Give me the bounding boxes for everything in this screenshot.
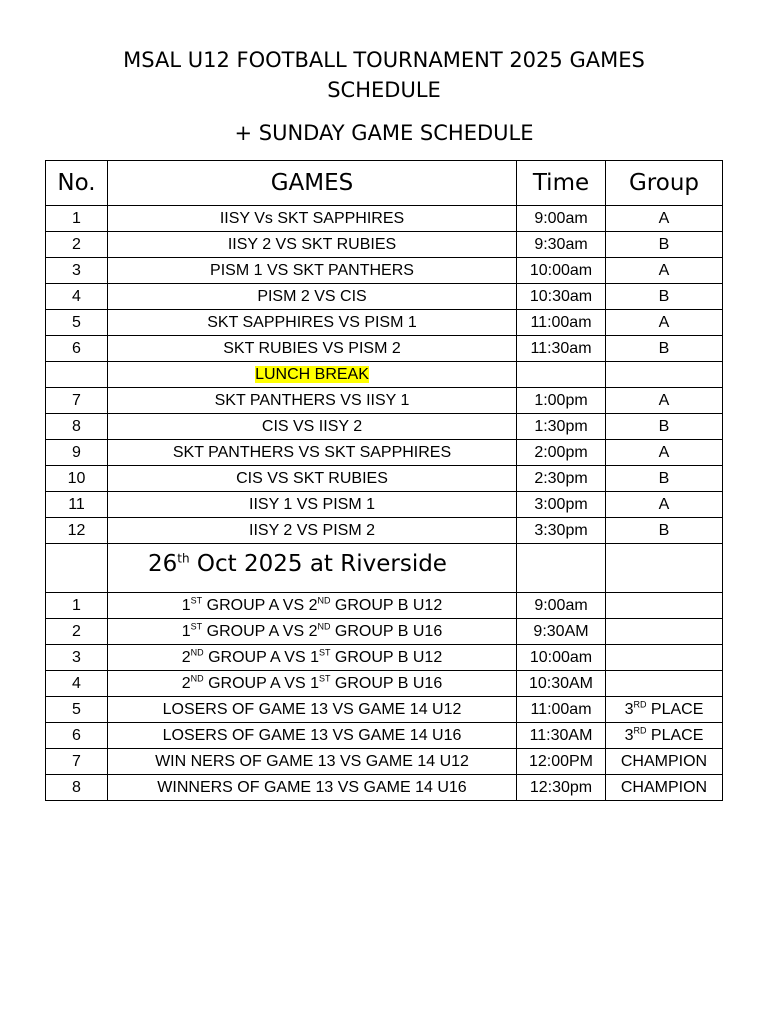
- table-row: [46, 671, 723, 697]
- empty-cell: [46, 544, 108, 593]
- matchup-part: GROUP A VS 2: [202, 596, 318, 614]
- ordinal-suffix: ND: [317, 595, 331, 606]
- game-group: A: [606, 440, 723, 466]
- table-row: [46, 336, 723, 362]
- game-number: 8: [46, 775, 108, 801]
- game-time: 11:00am: [517, 310, 606, 336]
- game-group: [606, 697, 723, 723]
- game-group: A: [606, 388, 723, 414]
- game-group: B: [606, 414, 723, 440]
- empty-cell: [517, 544, 606, 593]
- ordinal-suffix: ST: [190, 621, 203, 632]
- matchup-part: 1: [181, 596, 191, 614]
- game-matchup: [108, 593, 517, 619]
- ordinal-suffix: ST: [318, 647, 331, 658]
- game-time: 9:30AM: [517, 619, 606, 645]
- game-matchup: [108, 671, 517, 697]
- group-part: 3: [624, 700, 634, 718]
- game-number: 7: [46, 749, 108, 775]
- group-part: PLACE: [646, 726, 704, 744]
- game-number: 8: [46, 414, 108, 440]
- game-matchup: SKT PANTHERS VS SKT SAPPHIRES: [108, 440, 517, 466]
- game-number: 2: [46, 232, 108, 258]
- game-time: 10:30AM: [517, 671, 606, 697]
- game-group: [606, 749, 723, 775]
- group-part: PLACE: [646, 700, 704, 718]
- game-time: 2:00pm: [517, 440, 606, 466]
- game-group: A: [606, 492, 723, 518]
- matchup-part: GROUP A VS 1: [203, 648, 319, 666]
- game-number: 11: [46, 492, 108, 518]
- game-group: A: [606, 310, 723, 336]
- table-row: [46, 723, 723, 749]
- game-time: 10:00am: [517, 645, 606, 671]
- game-group: [606, 671, 723, 697]
- game-number: 7: [46, 388, 108, 414]
- game-time: 1:00pm: [517, 388, 606, 414]
- game-group: B: [606, 284, 723, 310]
- game-matchup: IISY 2 VS SKT RUBIES: [108, 232, 517, 258]
- game-time: 10:30am: [517, 284, 606, 310]
- game-matchup: [108, 775, 517, 801]
- game-group: [606, 593, 723, 619]
- date-day: 26: [148, 551, 178, 577]
- matchup-part: WINNERS OF GAME 13 VS GAME 14 U16: [157, 778, 467, 796]
- game-matchup: SKT PANTHERS VS IISY 1: [108, 388, 517, 414]
- table-row: [46, 593, 723, 619]
- header-group: Group: [606, 161, 723, 206]
- table-row: [46, 749, 723, 775]
- game-time: 1:30pm: [517, 414, 606, 440]
- table-body: [46, 206, 723, 801]
- matchup-part: GROUP B U12: [330, 648, 443, 666]
- game-group: [606, 775, 723, 801]
- game-time: 2:30pm: [517, 466, 606, 492]
- game-group: B: [606, 336, 723, 362]
- game-number: 1: [46, 206, 108, 232]
- game-matchup: IISY Vs SKT SAPPHIRES: [108, 206, 517, 232]
- ordinal-suffix: ND: [190, 647, 204, 658]
- table-row: [46, 414, 723, 440]
- matchup-part: GROUP A VS 1: [203, 674, 319, 692]
- document-title: MSAL U12 FOOTBALL TOURNAMENT 2025 GAMES: [123, 48, 645, 72]
- table-row: [46, 697, 723, 723]
- sunday-date-heading: [108, 551, 516, 577]
- game-time: 3:00pm: [517, 492, 606, 518]
- game-time: 11:30AM: [517, 723, 606, 749]
- game-number: 4: [46, 284, 108, 310]
- ordinal-suffix: RD: [633, 725, 647, 736]
- ordinal-suffix: RD: [633, 699, 647, 710]
- game-time: 3:30pm: [517, 518, 606, 544]
- table-row: [46, 518, 723, 544]
- game-matchup: CIS VS IISY 2: [108, 414, 517, 440]
- game-group: [606, 645, 723, 671]
- table-row: [46, 619, 723, 645]
- group-part: CHAMPION: [620, 752, 708, 770]
- table-row: [46, 775, 723, 801]
- game-time: 10:00am: [517, 258, 606, 284]
- game-matchup: PISM 1 VS SKT PANTHERS: [108, 258, 517, 284]
- game-matchup: [108, 697, 517, 723]
- header-no: No.: [46, 161, 108, 206]
- table-row: [46, 492, 723, 518]
- matchup-part: GROUP B U16: [330, 622, 443, 640]
- lunch-break-label: LUNCH BREAK: [255, 365, 369, 383]
- game-matchup: IISY 2 VS PISM 2: [108, 518, 517, 544]
- game-group: [606, 723, 723, 749]
- game-matchup: SKT RUBIES VS PISM 2: [108, 336, 517, 362]
- matchup-part: GROUP A VS 2: [202, 622, 318, 640]
- header-time: Time: [517, 161, 606, 206]
- game-number: 3: [46, 645, 108, 671]
- game-time: 12:00PM: [517, 749, 606, 775]
- table-row: [46, 440, 723, 466]
- lunch-break-row: [46, 362, 723, 388]
- matchup-part: WIN NERS OF GAME 13 VS GAME 14 U12: [155, 752, 469, 770]
- table-header-row: [46, 161, 723, 206]
- sunday-date-cell: [108, 544, 517, 593]
- group-part: CHAMPION: [620, 778, 708, 796]
- table-row: [46, 645, 723, 671]
- game-number: 6: [46, 723, 108, 749]
- game-time: 9:00am: [517, 593, 606, 619]
- schedule-table: [45, 160, 723, 801]
- game-matchup: IISY 1 VS PISM 1: [108, 492, 517, 518]
- date-rest: Oct 2025 at Riverside: [189, 551, 447, 577]
- game-matchup: [108, 619, 517, 645]
- game-matchup: CIS VS SKT RUBIES: [108, 466, 517, 492]
- game-number: 6: [46, 336, 108, 362]
- game-matchup: PISM 2 VS CIS: [108, 284, 517, 310]
- game-matchup: [108, 749, 517, 775]
- ordinal-suffix: ND: [190, 673, 204, 684]
- game-group: B: [606, 466, 723, 492]
- ordinal-suffix: ND: [317, 621, 331, 632]
- matchup-part: GROUP B U16: [330, 674, 443, 692]
- document-title-line2: SCHEDULE: [327, 78, 441, 102]
- game-number: 12: [46, 518, 108, 544]
- game-group: [606, 619, 723, 645]
- empty-cell: [606, 362, 723, 388]
- empty-cell: [606, 544, 723, 593]
- table-row: [46, 258, 723, 284]
- sunday-date-row: [46, 544, 723, 593]
- lunch-break-cell: [108, 362, 517, 388]
- table-row: [46, 388, 723, 414]
- game-number: 2: [46, 619, 108, 645]
- game-time: 11:30am: [517, 336, 606, 362]
- table-row: [46, 232, 723, 258]
- game-group: B: [606, 518, 723, 544]
- game-time: 9:30am: [517, 232, 606, 258]
- group-part: 3: [624, 726, 634, 744]
- game-number: 9: [46, 440, 108, 466]
- table-row: [46, 310, 723, 336]
- game-matchup: [108, 723, 517, 749]
- matchup-part: 2: [181, 674, 191, 692]
- ordinal-suffix: ST: [190, 595, 203, 606]
- game-group: A: [606, 258, 723, 284]
- game-time: 11:00am: [517, 697, 606, 723]
- game-number: 5: [46, 697, 108, 723]
- matchup-part: LOSERS OF GAME 13 VS GAME 14 U12: [162, 700, 462, 718]
- game-time: 12:30pm: [517, 775, 606, 801]
- game-number: 5: [46, 310, 108, 336]
- game-number: 10: [46, 466, 108, 492]
- table-row: [46, 206, 723, 232]
- document-subtitle: + SUNDAY GAME SCHEDULE: [234, 121, 534, 145]
- matchup-part: GROUP B U12: [330, 596, 443, 614]
- matchup-part: LOSERS OF GAME 13 VS GAME 14 U16: [162, 726, 462, 744]
- game-group: B: [606, 232, 723, 258]
- empty-cell: [517, 362, 606, 388]
- game-number: 1: [46, 593, 108, 619]
- game-number: 3: [46, 258, 108, 284]
- ordinal-suffix: ST: [318, 673, 331, 684]
- table-row: [46, 284, 723, 310]
- header-games: GAMES: [108, 161, 517, 206]
- table-row: [46, 466, 723, 492]
- matchup-part: 1: [181, 622, 191, 640]
- game-number: 4: [46, 671, 108, 697]
- game-matchup: [108, 645, 517, 671]
- game-matchup: SKT SAPPHIRES VS PISM 1: [108, 310, 517, 336]
- matchup-part: 2: [181, 648, 191, 666]
- empty-cell: [46, 362, 108, 388]
- game-time: 9:00am: [517, 206, 606, 232]
- game-group: A: [606, 206, 723, 232]
- date-day-suffix: th: [177, 551, 190, 566]
